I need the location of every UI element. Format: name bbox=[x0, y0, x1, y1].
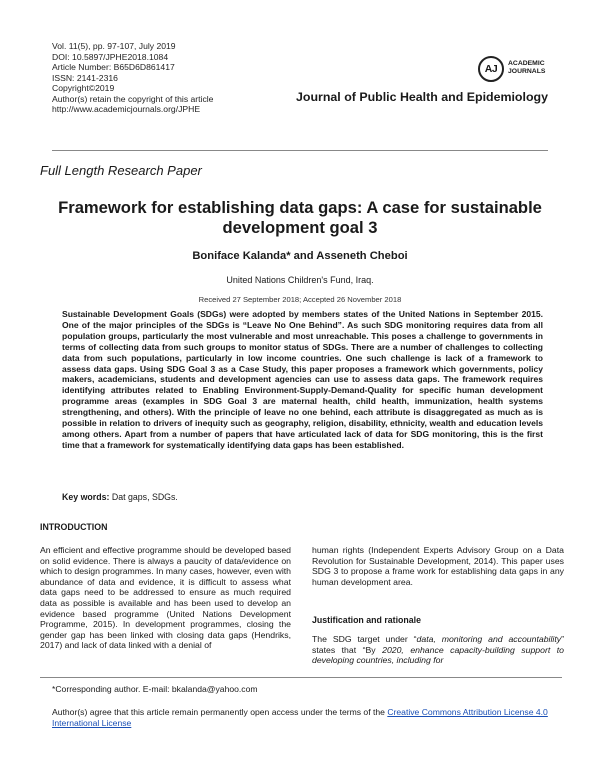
journal-url-line[interactable]: http://www.academicjournals.org/JPHE bbox=[52, 104, 201, 114]
abstract: Sustainable Development Goals (SDGs) were adopted by members states of the United Nations in September 2015. One of the major principles of the SDGs is “Leave No One Behind”. As such SDG monitoring requires data from all population groups, particularly the most vulnerable and most unreachable. This poses a challenge to governments in terms of collecting data from such groups to monitor status of SDGs. There are a number of challenges to collecting data from such populations, particularly in low income countries. One such challenge is lack of a framework to assess data gaps. Using SDG Goal 3 as a Case Study, this paper proposes a framework which governments, policy makers, academicians, students and development agencies can use to assess data gaps. The framework requires identifying attributes related to Enabling Environment-Supply-Demand-Quality for specific human development programme areas (examples in SDG Goal 3 are maternal health, child health, immunization, health systems strengthening, and others). With the principle of leave no one behind, each attribute is disaggregated as much as is possible in relation to drivers of inequity such as geography, religion, disability, ethnicity, wealth and education levels among others. Apart from a number of papers that have articulated lack of data for SDG monitoring, this is the first time that a framework for systematically identifying data gaps has been established. bbox=[62, 309, 543, 450]
justification-heading: Justification and rationale bbox=[312, 615, 422, 625]
author-list: Boniface Kalanda* and Asseneth Cheboi bbox=[192, 250, 408, 262]
keywords-value: Dat gaps, SDGs. bbox=[109, 492, 178, 502]
license-link[interactable]: Creative Commons Attribution License 4.0 International License bbox=[52, 707, 548, 728]
aj-logo-icon: AJ bbox=[478, 56, 504, 82]
introduction-heading: INTRODUCTION bbox=[40, 522, 108, 532]
copyright-note-line: Author(s) retain the copyright of this article bbox=[52, 93, 214, 104]
doi-line: DOI: 10.5897/JPHE2018.1084 bbox=[52, 51, 169, 62]
article-metadata bbox=[52, 41, 213, 115]
justification-paragraph: The SDG target under “data, monitoring and accountability” states that “By 2020, enhance capacity-building support to developing countries, including for bbox=[312, 634, 565, 666]
article-number-line: Article Number: B65D6D861417 bbox=[52, 62, 175, 72]
corresponding-author: *Corresponding author. E-mail: bkalanda@yahoo.com bbox=[52, 684, 258, 694]
introduction-column-1: An efficient and effective programme should be developed based on solid evidence. There is always a paucity of data/evidence on which to design programmes. In many cases, however, even with abundance of data and evidence, it is difficult to assess what data gaps need to be addressed to ensure as much required data as possible is available and has been used to develop an evidence based programme (United Nations Development Programme, 2015). In development programmes, closing the gender gap has been linked with closing data gaps (Hendriks, 2017) and lack of data linked with a denial of bbox=[40, 545, 291, 651]
issn-line: ISSN: 2141-2316 bbox=[52, 72, 118, 83]
logo-wordmark: ACADEMIC JOURNALS bbox=[508, 60, 546, 75]
journal-name: Journal of Public Health and Epidemiology bbox=[296, 90, 548, 104]
volume-line: Vol. 11(5), pp. 97-107, July 2019 bbox=[52, 41, 176, 51]
footnote-divider bbox=[40, 677, 562, 678]
keywords-label: Key words: bbox=[62, 492, 110, 502]
affiliation: United Nations Children's Fund, Iraq. bbox=[226, 275, 374, 285]
license-text: Author(s) agree that this article remain permanently open access under the terms of the bbox=[52, 707, 388, 717]
keywords bbox=[62, 492, 178, 502]
header-divider bbox=[52, 150, 548, 151]
section-type: Full Length Research Paper bbox=[40, 163, 202, 178]
license-notice bbox=[52, 707, 572, 728]
paper-title: Framework for establishing data gaps: A case for sustainable development goal 3 bbox=[58, 198, 542, 237]
received-dates: Received 27 September 2018; Accepted 26 November 2018 bbox=[198, 295, 402, 304]
copyright-line: Copyright©2019 bbox=[52, 83, 115, 93]
introduction-column-2: human rights (Independent Experts Advisory Group on a Data Revolution for Sustainable Development, 2014). This paper uses SDG 3 to propose a frame work for establishing data gaps in any human development area. bbox=[312, 545, 564, 587]
